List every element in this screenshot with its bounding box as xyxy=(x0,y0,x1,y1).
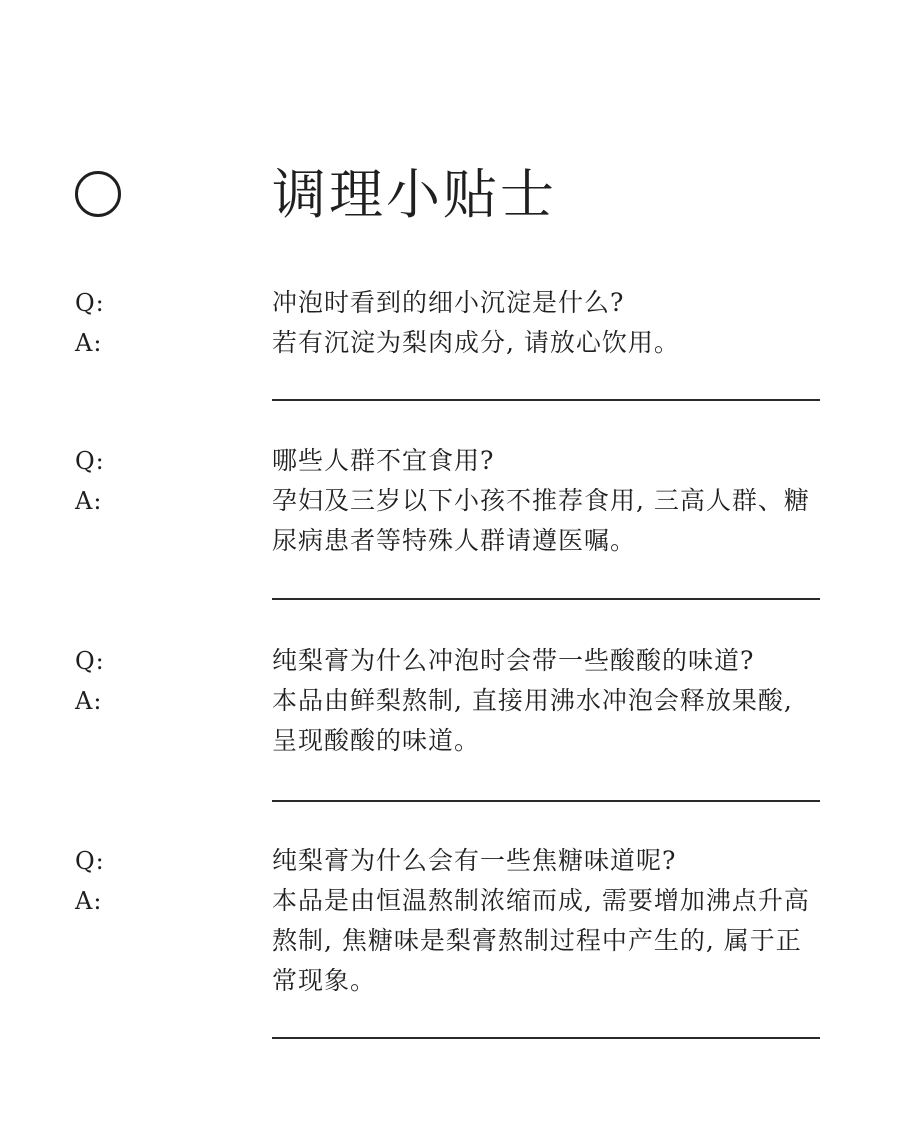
faq-item xyxy=(0,841,900,995)
question-label: Q: xyxy=(75,847,105,875)
circle-icon xyxy=(75,171,121,217)
question-text: 哪些人群不宜食用? xyxy=(272,446,495,475)
faq-item xyxy=(0,641,900,755)
question-text: 纯梨膏为什么冲泡时会带一些酸酸的味道? xyxy=(272,646,755,675)
divider xyxy=(272,399,820,401)
answer-text: 本品是由恒温熬制浓缩而成, 需要增加沸点升高熬制, 焦糖味是梨膏熬制过程中产生的, 属于正常现象。 xyxy=(272,886,810,995)
answer-text: 孕妇及三岁以下小孩不推荐食用, 三高人群、糖尿病患者等特殊人群请遵医嘱。 xyxy=(272,486,810,555)
answer-text: 本品由鲜梨熬制, 直接用沸水冲泡会释放果酸, 呈现酸酸的味道。 xyxy=(272,686,793,755)
divider xyxy=(272,800,820,802)
answer-label: A: xyxy=(75,887,103,915)
answer-label: A: xyxy=(75,329,103,357)
question-label: Q: xyxy=(75,647,105,675)
question-label: Q: xyxy=(75,289,105,317)
faq-item xyxy=(0,283,900,363)
divider xyxy=(272,1037,820,1039)
header xyxy=(0,0,900,260)
question-text: 冲泡时看到的细小沉淀是什么? xyxy=(272,288,625,317)
question-text: 纯梨膏为什么会有一些焦糖味道呢? xyxy=(272,846,677,875)
faq-item xyxy=(0,441,900,555)
answer-label: A: xyxy=(75,687,103,715)
divider xyxy=(272,598,820,600)
page-title: 调理小贴士 xyxy=(272,163,557,226)
answer-text: 若有沉淀为梨肉成分, 请放心饮用。 xyxy=(272,328,680,357)
answer-label: A: xyxy=(75,487,103,515)
question-label: Q: xyxy=(75,447,105,475)
